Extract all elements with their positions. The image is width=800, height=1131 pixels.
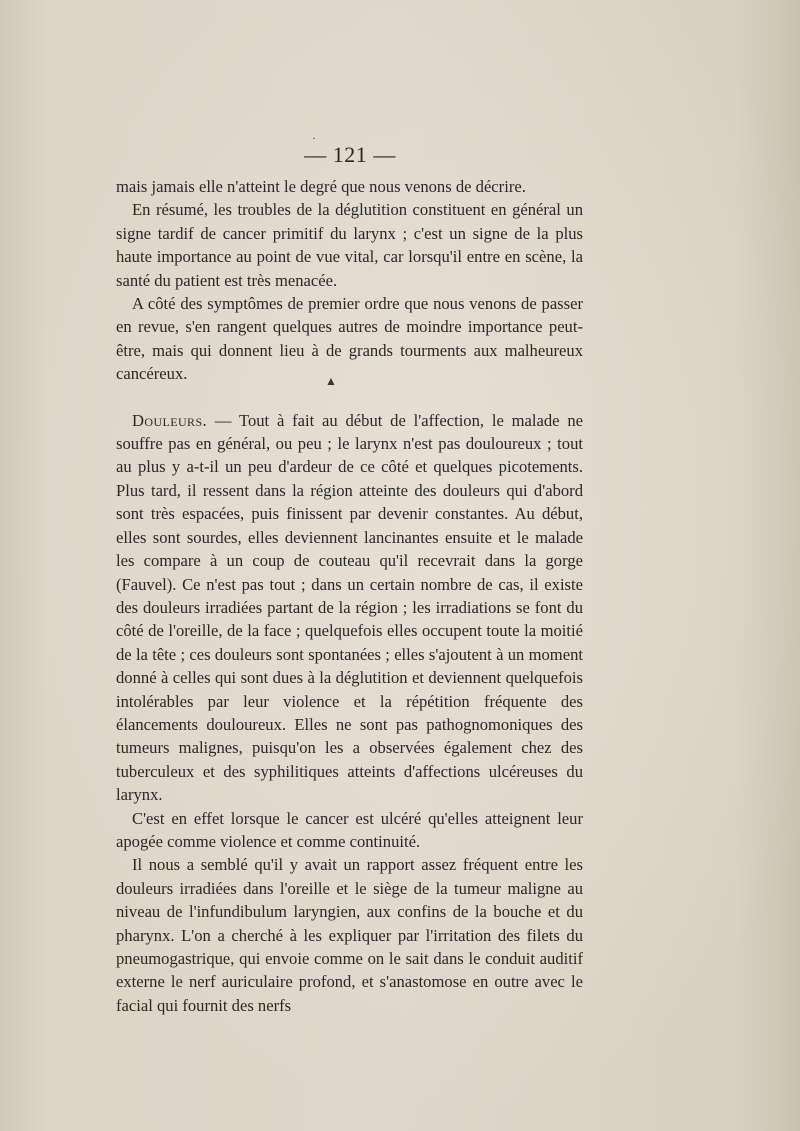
paragraph-douleurs-text: — Tout à fait au début de l'affection, le malade ne souffre pas en général, ou peu ; le larynx n'est pas douloureux ; tout au plus y a-t-il un peu d'ardeur de ce côté et quelques picotements. Plus tard, il ressent dans la région atteinte des douleurs qui d'abord sont très espacées, puis finissent par devenir constantes. Au début, elles sont sourdes, elles deviennent lancinantes ensuite et le malade les compare à un coup de couteau qu'il recevrait dans la gorge (Fauvel). Ce n'est pas tout ; dans un certain nombre de cas, il existe des douleurs irradiées partant de la région ; les irradiations se font du côté de l'oreille, de la face ; quelquefois elles occupent toute la moitié de la tête ; ces douleurs sont spontanées ; elles s'ajoutent à un moment donné à celles qui sont dues à la déglutition et deviennent quelquefois intolérables par leur violence et la répétition fréquente des élancements douloureux. Elles ne sont pas pathognomoniques des tumeurs malignes, puisqu'on les a observées également chez des tuberculeux et des syphilitiques atteints d'affections ulcéreuses du larynx. [116,410,583,805]
ink-dot: · [312,131,316,145]
paragraph-summary: En résumé, les troubles de la déglutition constituent en général un signe tardif de cancer primitif du larynx ; c'est un signe de la plus haute importance au point de vue vital, car lorsqu'il entre en scène, la santé du patient est très menacée. [116,200,583,290]
ink-mark: ▲ [325,374,337,388]
paragraph-continuation: mais jamais elle n'atteint le degré que nous venons de décrire. [116,177,526,196]
main-text [116,175,583,1017]
page-number: — 121 — [304,142,396,167]
paragraph-douleurs [116,409,583,807]
paragraph-secondary-symptoms: A côté des symptômes de premier ordre que nous venons de passer en revue, s'en rangent quelques autres de moindre importance peut-être, mais qui donnent lieu à de grands tourments aux malheureux cancéreux. [116,294,583,384]
section-heading-douleurs: Douleurs. [132,410,208,430]
paragraph-ulceration: C'est en effet lorsque le cancer est ulcéré qu'elles atteignent leur apogée comme violence et comme continuité. [116,808,583,851]
paragraph-irradiated-pain: Il nous a semblé qu'il y avait un rapport assez fréquent entre les douleurs irradiées dans l'oreille et le siège de la tumeur maligne au niveau de l'infundibulum laryngien, aux confins de la bouche et du pharynx. L'on a cherché à les expliquer par l'irritation des filets du pneumogastrique, qui envoie comme on le sait dans le conduit auditif externe le nerf auriculaire profond, et s'anastomose en outre avec le facial qui fournit des nerfs [116,855,583,1015]
